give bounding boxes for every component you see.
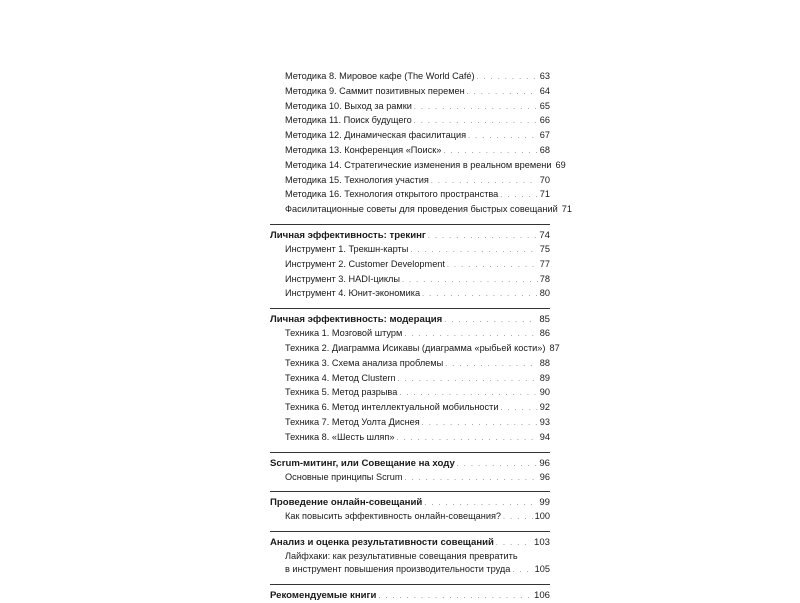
toc-leader bbox=[424, 497, 537, 510]
toc-section-page: 99 bbox=[539, 497, 550, 509]
toc-section-title: Scrum-митинг, или Совещание на ходу bbox=[270, 457, 455, 469]
toc-entry-page: 64 bbox=[539, 85, 550, 96]
toc-entry[interactable] bbox=[270, 327, 550, 342]
toc-leader bbox=[468, 131, 538, 144]
toc-entry-page: 87 bbox=[549, 342, 560, 353]
toc-entry-title: Основные принципы Scrum bbox=[285, 471, 403, 482]
toc-entry[interactable] bbox=[270, 129, 550, 144]
toc-leader bbox=[405, 473, 538, 486]
toc-entry-title: Инструмент 3. HADI-циклы bbox=[285, 273, 400, 284]
toc-entry[interactable] bbox=[270, 114, 550, 129]
toc-entry-title: в инструмент повышения производительности труда bbox=[285, 563, 511, 574]
toc-leader bbox=[445, 359, 538, 372]
toc-entry-title: Фасилитационные советы для проведения быстрых совещаний bbox=[285, 204, 558, 215]
toc-group-methods bbox=[270, 70, 572, 218]
toc-entry[interactable] bbox=[270, 70, 550, 85]
toc-entry-title: Техника 4. Метод Clustern bbox=[285, 372, 396, 383]
toc-entry[interactable] bbox=[270, 258, 550, 273]
toc-section-analysis[interactable] bbox=[270, 536, 550, 550]
toc-section-title: Проведение онлайн-совещаний bbox=[270, 497, 423, 509]
toc-entry[interactable] bbox=[270, 386, 550, 401]
toc-section-books[interactable] bbox=[270, 589, 550, 603]
toc-entry-page: 65 bbox=[539, 100, 550, 111]
toc-group-techniques bbox=[270, 327, 560, 445]
toc-leader bbox=[396, 433, 537, 446]
toc-entry-title: Инструмент 2. Customer Development bbox=[285, 258, 445, 269]
toc-leader bbox=[467, 87, 538, 100]
toc-entry-page: 69 bbox=[555, 159, 566, 170]
toc-entry[interactable] bbox=[270, 287, 550, 302]
section-divider bbox=[270, 491, 550, 492]
toc-entry[interactable] bbox=[270, 563, 550, 578]
toc-section-page: 103 bbox=[533, 537, 550, 549]
toc-leader bbox=[398, 374, 538, 387]
toc-entry-page: 86 bbox=[539, 328, 550, 339]
toc-entry-page: 70 bbox=[539, 174, 550, 185]
section-divider bbox=[270, 531, 550, 532]
section-divider bbox=[270, 584, 550, 585]
toc-section-scrum[interactable] bbox=[270, 457, 550, 471]
toc-section-tracking[interactable] bbox=[270, 229, 550, 243]
toc-leader bbox=[512, 565, 532, 578]
toc-entry-page: 68 bbox=[539, 144, 550, 155]
toc-section-title: Анализ и оценка результативности совещаний bbox=[270, 537, 494, 549]
toc-entry-title: Техника 5. Метод разрыва bbox=[285, 387, 398, 398]
toc-entry-page: 94 bbox=[539, 431, 550, 442]
toc-leader bbox=[428, 230, 537, 243]
toc-entry[interactable] bbox=[270, 188, 550, 203]
toc-entry-title: Техника 1. Мозговой штурм bbox=[285, 328, 403, 339]
toc-leader bbox=[477, 72, 538, 85]
section-divider bbox=[270, 308, 550, 309]
toc-entry-page: 90 bbox=[539, 387, 550, 398]
toc-entry-title: Методика 10. Выход за рамки bbox=[285, 100, 412, 111]
toc-entry-title: Методика 12. Динамическая фасилитация bbox=[285, 130, 467, 141]
section-divider bbox=[270, 452, 550, 453]
toc-leader bbox=[443, 146, 537, 159]
toc-entry-page: 96 bbox=[539, 471, 550, 482]
toc-section-moderation[interactable] bbox=[270, 313, 550, 327]
toc-entry[interactable] bbox=[270, 243, 550, 258]
toc-leader bbox=[404, 329, 537, 342]
toc-leader bbox=[457, 458, 538, 471]
toc-leader bbox=[422, 418, 538, 431]
toc-entry-page: 75 bbox=[539, 243, 550, 254]
toc-entry[interactable] bbox=[270, 159, 566, 174]
toc-entry[interactable] bbox=[270, 510, 550, 525]
toc-leader bbox=[414, 102, 538, 115]
toc-group-tools bbox=[270, 243, 550, 302]
toc-leader bbox=[503, 512, 533, 525]
toc-entry-title: Методика 14. Стратегические изменения в реальном времени bbox=[285, 159, 552, 170]
toc-entry[interactable] bbox=[270, 85, 550, 100]
toc-entry[interactable] bbox=[270, 100, 550, 115]
toc-leader bbox=[402, 275, 538, 288]
toc-section-title: Рекомендуемые книги bbox=[270, 589, 377, 601]
toc-entry-title: Инструмент 1. Трекшн-карты bbox=[285, 243, 409, 254]
toc-leader bbox=[444, 314, 537, 327]
toc-entry-title: Техника 3. Схема анализа проблемы bbox=[285, 357, 444, 368]
toc-section-online[interactable] bbox=[270, 496, 550, 510]
toc-entry[interactable] bbox=[270, 342, 560, 357]
toc-entry-page: 93 bbox=[539, 416, 550, 427]
toc-leader bbox=[410, 245, 537, 258]
toc-entry-first-line[interactable]: Лайфхаки: как результативные совещания превратить bbox=[285, 551, 518, 562]
toc-entry-page: 63 bbox=[539, 71, 550, 81]
toc-section-page: 85 bbox=[539, 314, 550, 326]
toc-entry-page: 67 bbox=[539, 130, 550, 141]
toc-section-title: Личная эффективность: трекинг bbox=[270, 229, 426, 241]
toc-entry-title: Техника 2. Диаграмма Исикавы (диаграмма «рыбьей кости») bbox=[285, 342, 546, 353]
toc-entry-title: Методика 9. Саммит позитивных перемен bbox=[285, 85, 465, 96]
toc-entry-page: 71 bbox=[539, 189, 550, 200]
toc-entry[interactable] bbox=[270, 416, 550, 431]
toc-entry-title: Техника 7. Метод Уолта Диснея bbox=[285, 416, 420, 427]
toc-entry-page: 89 bbox=[539, 372, 550, 383]
toc-section-page: 74 bbox=[539, 229, 550, 241]
toc-entry[interactable] bbox=[270, 401, 550, 416]
toc-entry[interactable] bbox=[270, 174, 550, 189]
toc-entry[interactable] bbox=[270, 357, 550, 372]
toc-section-page: 96 bbox=[539, 457, 550, 469]
toc-leader bbox=[496, 537, 532, 550]
toc-leader bbox=[414, 116, 538, 129]
toc-entry-title: Методика 15. Технология участия bbox=[285, 174, 429, 185]
toc-entry[interactable] bbox=[270, 144, 550, 159]
toc-entry-title: Методика 13. Конференция «Поиск» bbox=[285, 144, 442, 155]
toc-leader bbox=[399, 388, 537, 401]
toc-entry[interactable] bbox=[270, 273, 550, 288]
toc-entry-page: 80 bbox=[539, 288, 550, 299]
toc-entry-page: 100 bbox=[534, 511, 550, 522]
section-divider bbox=[270, 224, 550, 225]
toc-leader bbox=[431, 176, 538, 189]
toc-entry-page: 66 bbox=[539, 115, 550, 126]
toc-entry-title: Техника 6. Метод интеллектуальной мобильности bbox=[285, 402, 499, 413]
toc-entry-page: 88 bbox=[539, 357, 550, 368]
toc-entry[interactable] bbox=[270, 431, 550, 446]
toc-entry-page: 77 bbox=[539, 258, 550, 269]
toc-entry[interactable] bbox=[270, 471, 550, 486]
toc-leader bbox=[500, 403, 537, 416]
toc-section-title: Личная эффективность: модерация bbox=[270, 314, 443, 326]
toc-entry-title: Как повысить эффективность онлайн-совещания? bbox=[285, 511, 502, 522]
toc-entry-page: 71 bbox=[561, 204, 572, 215]
toc-entry-page: 78 bbox=[539, 273, 550, 284]
toc-leader bbox=[378, 590, 532, 603]
toc-entry[interactable] bbox=[270, 372, 550, 387]
table-of-contents bbox=[270, 70, 572, 603]
toc-section-page: 106 bbox=[533, 589, 550, 601]
toc-entry-page: 105 bbox=[534, 563, 550, 574]
toc-leader bbox=[422, 289, 538, 302]
toc-leader bbox=[447, 260, 538, 273]
toc-entry-title: Методика 16. Технология открытого пространства bbox=[285, 189, 499, 200]
toc-leader bbox=[500, 190, 537, 203]
toc-entry-title: Техника 8. «Шесть шляп» bbox=[285, 431, 395, 442]
toc-entry[interactable] bbox=[270, 203, 572, 218]
toc-entry-title: Методика 8. Мировое кафе (The World Café) bbox=[285, 71, 475, 81]
toc-entry-title: Методика 11. Поиск будущего bbox=[285, 115, 412, 126]
toc-entry-title: Инструмент 4. Юнит-экономика bbox=[285, 288, 421, 299]
toc-entry-page: 92 bbox=[539, 402, 550, 413]
